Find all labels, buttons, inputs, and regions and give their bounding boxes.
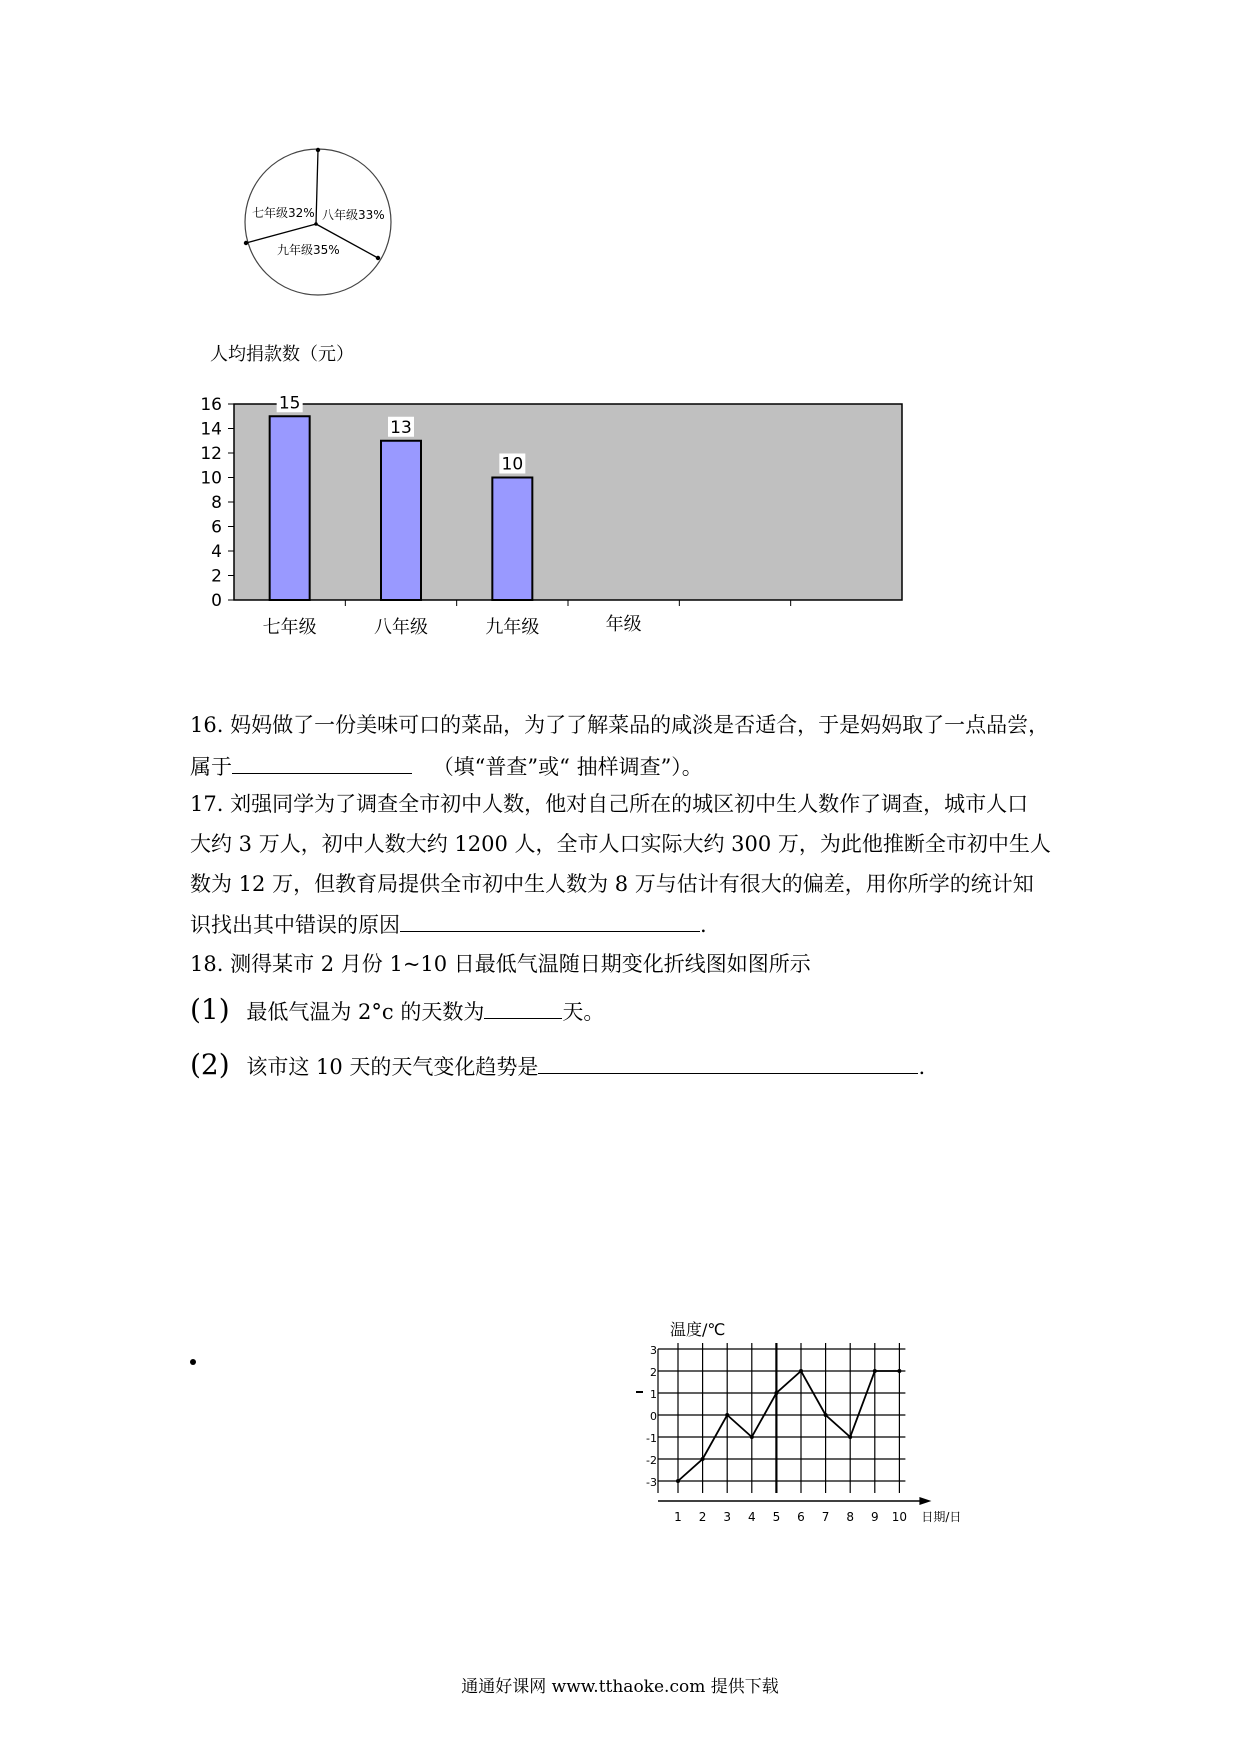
- question-18-sub1-number: (1): [190, 993, 230, 1026]
- question-17-prefix: 识找出其中错误的原因: [190, 913, 400, 937]
- bar-八年级: [381, 441, 421, 600]
- question-16-answer-blank[interactable]: [232, 751, 412, 774]
- question-18-sub2-suffix: .: [918, 1055, 926, 1079]
- temp-point-day-10: [897, 1369, 901, 1373]
- y-tick-label: 6: [211, 517, 222, 538]
- temp-y-tick-label: 2: [650, 1366, 657, 1379]
- temp-point-day-9: [873, 1369, 877, 1373]
- question-18-sub2-blank[interactable]: [538, 1051, 918, 1074]
- bar-chart-ylabel-holder: [210, 340, 410, 370]
- temp-x-tick-label: 8: [846, 1510, 855, 1524]
- y-tick-label: 10: [200, 468, 222, 489]
- question-17-line4: [190, 909, 707, 940]
- temp-y-tick-label: -1: [646, 1432, 657, 1445]
- temp-x-tick-label: 6: [797, 1510, 805, 1524]
- question-18-sub2: [190, 1050, 925, 1082]
- temp-x-tick-label: 5: [772, 1510, 781, 1524]
- bar-九年级: [492, 478, 532, 601]
- question-18-sub1-blank[interactable]: [484, 996, 562, 1019]
- question-16-suffix: （填“普查”或“ 抽样调查”）。: [432, 755, 703, 779]
- question-16-line1: 16. 妈妈做了一份美味可口的菜品，为了了解菜品的咸淡是否适合，于是妈妈取了一点品尝，: [190, 713, 1050, 737]
- pie-divider-2: [246, 224, 316, 243]
- bar-data-label: 10: [501, 454, 524, 475]
- temp-y-tick-label: -2: [646, 1454, 657, 1467]
- temp-point-day-8: [848, 1435, 852, 1439]
- question-18-sub1-suffix: 天。: [562, 1000, 605, 1024]
- temp-point-day-2: [701, 1457, 705, 1461]
- bar-data-label: 13: [390, 417, 412, 438]
- page-footer: 通通好课网 www.tthaoke.com 提供下载: [461, 1677, 779, 1697]
- temp-x-tick-label: 9: [870, 1510, 879, 1524]
- question-16-prefix: 属于: [190, 755, 232, 779]
- temp-x-tick-label: 4: [747, 1510, 756, 1524]
- scan-dash: [636, 1391, 643, 1393]
- y-tick-label: 0: [211, 591, 222, 611]
- question-18-sub1-prefix: 最低气温为 2°c 的天数为: [246, 1000, 485, 1024]
- question-17-answer-blank[interactable]: [400, 909, 700, 932]
- temp-x-tick-label: 2: [698, 1510, 707, 1524]
- y-tick-label: 14: [200, 419, 222, 440]
- temp-y-tick-label: -3: [646, 1476, 657, 1489]
- temp-chart-xlabel: 日期/日: [921, 1510, 962, 1524]
- bar-七年级: [270, 416, 310, 600]
- temp-y-tick-label: 3: [650, 1344, 657, 1357]
- temp-y-tick-label: 0: [650, 1410, 657, 1423]
- temp-point-day-3: [725, 1413, 729, 1417]
- question-18-sub2-number: (2): [190, 1048, 230, 1081]
- temp-point-day-7: [824, 1413, 828, 1417]
- temp-point-day-5: [774, 1391, 778, 1395]
- bar-chart-xlabel: 年级: [605, 614, 642, 635]
- temp-point-day-4: [750, 1435, 754, 1439]
- temp-x-tick-label: 3: [723, 1510, 732, 1524]
- temp-y-tick-label: 1: [650, 1388, 657, 1401]
- question-18-sub1: [190, 995, 604, 1027]
- y-tick-label: 8: [211, 493, 222, 513]
- temp-x-tick-label: 10: [891, 1510, 908, 1524]
- temperature-line-chart: [646, 1315, 1070, 1575]
- y-tick-label: 2: [211, 566, 222, 587]
- question-17-line1: 17. 刘强同学为了调查全市初中人数，他对自己所在的城区初中生人数作了调查，城市人口: [190, 792, 1029, 816]
- pie-label-grade8: 八年级33%: [322, 208, 385, 222]
- question-16-line2: [190, 751, 703, 782]
- bar-chart-plot-area: [234, 404, 902, 600]
- x-category-label: 九年级: [485, 617, 540, 638]
- pie-label-grade7: 七年级32%: [252, 206, 315, 220]
- temp-x-tick-label: 1: [674, 1510, 682, 1524]
- x-category-label: 八年级: [374, 617, 428, 638]
- question-17-line3: 数为 12 万，但教育局提供全市初中生人数为 8 万与估计有很大的偏差，用你所学的统计知: [190, 872, 1034, 896]
- pie-divider-1: [316, 150, 318, 224]
- question-18-sub2-prefix: 该市这 10 天的天气变化趋势是: [246, 1055, 539, 1079]
- temp-point-day-6: [799, 1369, 803, 1373]
- scan-dot: [190, 1359, 196, 1365]
- pie-chart: [230, 150, 430, 310]
- temp-chart-ylabel: 温度/℃: [670, 1320, 726, 1339]
- pie-label-grade9: 九年级35%: [277, 243, 340, 257]
- y-tick-label: 4: [211, 542, 222, 562]
- y-tick-label: 12: [200, 444, 222, 464]
- y-tick-label: 16: [200, 395, 222, 415]
- bar-chart-ylabel: 人均捐款数（元）: [210, 344, 354, 365]
- x-category-label: 七年级: [262, 617, 317, 638]
- question-17-suffix: .: [700, 913, 707, 937]
- temp-x-tick-label: 7: [821, 1510, 830, 1524]
- temp-x-axis-arrow: [919, 1497, 931, 1505]
- temp-series-line: [678, 1371, 899, 1481]
- question-17-line2: 大约 3 万人，初中人数大约 1200 人，全市人口实际大约 300 万，为此他推断全市初中生人: [190, 832, 1051, 856]
- temp-point-day-1: [676, 1479, 680, 1483]
- bar-data-label: 15: [278, 393, 301, 414]
- bar-chart: [190, 378, 950, 668]
- question-18-line1: 18. 测得某市 2 月份 1~10 日最低气温随日期变化折线图如图所示: [190, 952, 811, 976]
